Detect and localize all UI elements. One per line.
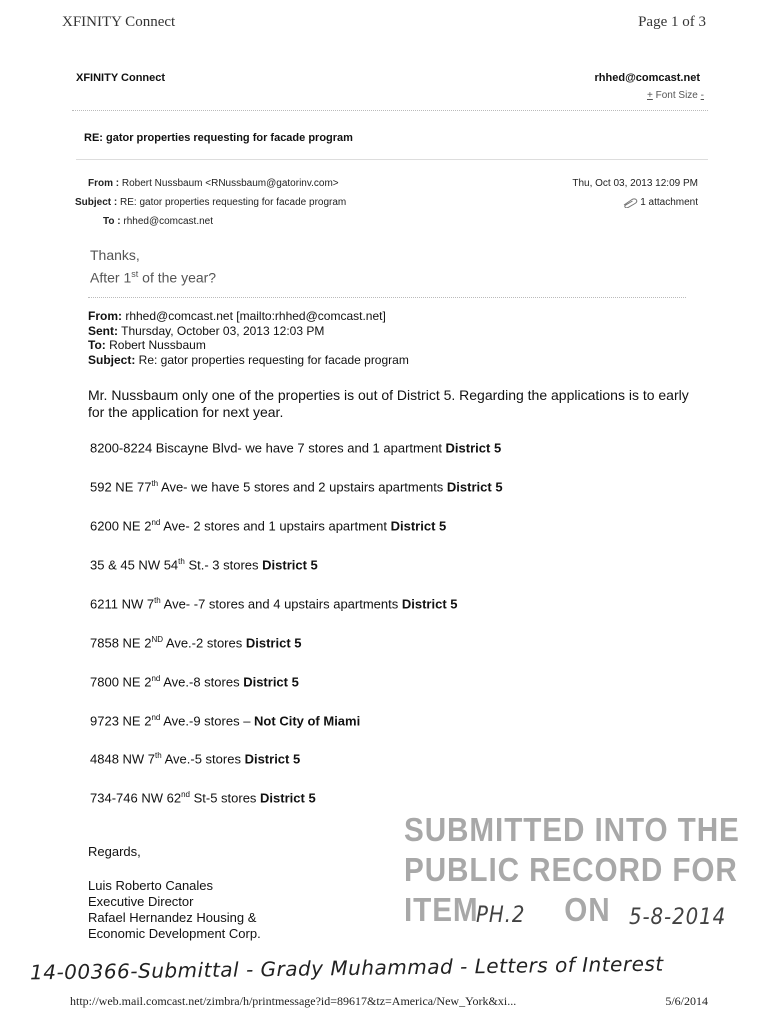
quoted-sent: Sent: Thursday, October 03, 2013 12:03 PM <box>88 323 325 338</box>
district-label: District 5 <box>243 674 299 690</box>
app-title: XFINITY Connect <box>76 72 166 84</box>
to-row <box>103 216 213 227</box>
print-url: http://web.mail.comcast.net/zimbra/h/printmessage?id=89617&tz=America/New_York&xi... <box>70 994 517 1008</box>
subject-row <box>75 197 346 208</box>
divider <box>72 110 708 111</box>
font-size-control[interactable] <box>647 90 704 101</box>
property-line: 4848 NW 7th Ave.-5 stores District 5 <box>90 751 301 767</box>
regards: Regards, <box>88 844 141 859</box>
district-label: District 5 <box>244 751 301 767</box>
signature-line: Luis Roberto Canales <box>88 878 214 893</box>
property-line: 35 & 45 NW 54th St.- 3 stores District 5 <box>90 557 318 573</box>
district-label: District 5 <box>262 557 318 573</box>
print-date: 5/6/2014 <box>665 994 708 1008</box>
district-label: District 5 <box>245 635 302 651</box>
stamp-line: ITEM PH.2 ON 5-8-2014 <box>404 890 740 930</box>
signature-line: Rafael Hernandez Housing & <box>88 910 257 925</box>
property-line: 592 NE 77th Ave- we have 5 stores and 2 upstairs apartments District 5 <box>90 479 503 495</box>
signature-block <box>88 878 261 942</box>
subject-label: Subject : <box>75 197 118 208</box>
account-email: rhhed@comcast.net <box>594 72 700 84</box>
from-label: From : <box>88 178 120 189</box>
message-date: Thu, Oct 03, 2013 12:09 PM <box>572 178 698 189</box>
quoted-header <box>88 309 409 367</box>
quoted-from: From: rhhed@comcast.net [mailto:rhhed@comcast.net] <box>88 309 386 323</box>
stamp-item-handwritten: PH.2 <box>476 903 526 928</box>
quoted-subject: Subject: Re: gator properties requesting for facade program <box>88 352 409 367</box>
public-record-stamp <box>404 810 740 930</box>
font-size-label: Font Size <box>655 90 698 101</box>
attachment-link[interactable] <box>622 197 698 208</box>
property-line: 6200 NE 2nd Ave- 2 stores and 1 upstairs apartment District 5 <box>90 518 447 534</box>
property-line: 7858 NE 2ND Ave.-2 stores District 5 <box>90 635 302 651</box>
print-page-number: Page 1 of 3 <box>638 14 706 30</box>
property-line: 6211 NW 7th Ave- -7 stores and 4 upstairs apartments District 5 <box>90 596 458 612</box>
district-label: District 5 <box>446 479 503 495</box>
signature-line: Executive Director <box>88 894 194 909</box>
reply-text <box>90 246 216 288</box>
district-label: District 5 <box>445 440 502 456</box>
district-label: District 5 <box>260 790 316 806</box>
print-header-title: XFINITY Connect <box>62 14 176 30</box>
font-increase-icon[interactable]: + <box>647 90 653 101</box>
stamp-line: SUBMITTED INTO THE <box>404 811 740 848</box>
to-value[interactable]: rhhed@comcast.net <box>123 216 214 227</box>
property-line: 7800 NE 2nd Ave.-8 stores District 5 <box>90 674 299 690</box>
quoted-to: To: Robert Nussbaum <box>88 338 206 352</box>
font-decrease-icon[interactable]: - <box>700 90 704 101</box>
district-label: District 5 <box>401 596 458 612</box>
message-subject-title: RE: gator properties requesting for facade program <box>84 132 353 144</box>
subject-value: RE: gator properties requesting for facade program <box>120 197 347 208</box>
property-line: 8200-8224 Biscayne Blvd- we have 7 stores and 1 apartment District 5 <box>90 440 502 456</box>
district-label: Not City of Miami <box>254 713 361 729</box>
body-intro: Mr. Nussbaum only one of the properties is out of District 5. Regarding the applications is to early for the application for next year. <box>88 387 689 420</box>
district-label: District 5 <box>390 518 447 534</box>
stamp-line: PUBLIC RECORD FOR <box>404 851 738 888</box>
property-line: 734-746 NW 62nd St-5 stores District 5 <box>90 790 316 806</box>
paperclip-icon <box>622 198 638 208</box>
stamp-date-handwritten: 5-8-2014 <box>629 905 727 930</box>
signature-line: Economic Development Corp. <box>88 926 261 941</box>
handwritten-note: 14-00366-Submittal - Grady Muhammad - Letters of Interest <box>29 951 664 985</box>
property-line: 9723 NE 2nd Ave.-9 stores – Not City of Miami <box>90 713 361 729</box>
quote-divider <box>88 297 686 298</box>
from-value[interactable]: Robert Nussbaum <RNussbaum@gatorinv.com> <box>121 178 339 189</box>
attachment-count[interactable]: 1 attachment <box>640 197 698 208</box>
question-line: After 1st of the year? <box>90 269 217 286</box>
divider <box>76 159 708 160</box>
thanks-line: Thanks, <box>90 247 140 263</box>
to-label: To : <box>103 216 121 227</box>
from-row <box>88 178 339 189</box>
